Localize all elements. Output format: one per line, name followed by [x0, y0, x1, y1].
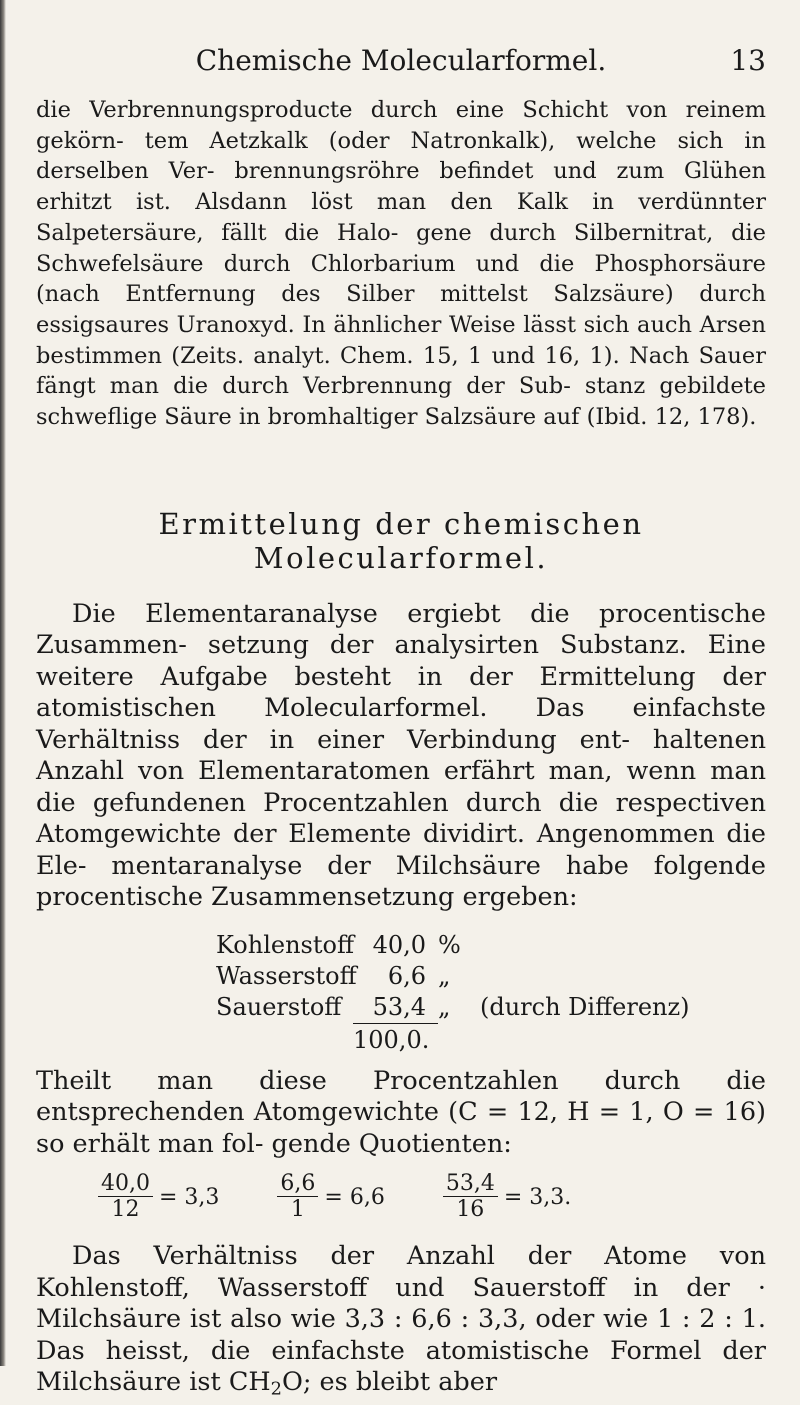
section-paragraph-2: Theilt man diese Procentzahlen durch die entsprechenden Atomgewichte (C = 12, H = 1, O = 16) so erhält man fol- gende Quotienten:: [36, 1065, 766, 1159]
section-paragraph-3: [36, 1241, 766, 1405]
fraction-numerator: 40,0: [98, 1172, 153, 1197]
composition-row: [216, 961, 766, 992]
quotient-carbon: [98, 1172, 219, 1223]
fraction: [443, 1172, 498, 1223]
composition-row: [216, 930, 766, 961]
composition-unit: „: [438, 992, 451, 1021]
fraction-denominator: 16: [456, 1197, 485, 1223]
composition-element: Sauerstoff: [216, 992, 342, 1021]
composition-total: 100,0.: [353, 1023, 438, 1054]
composition-element: Kohlenstoff: [216, 930, 354, 959]
page-number: 13: [730, 44, 766, 77]
composition-unit: %: [438, 930, 461, 959]
running-title: Chemische Molecularformel.: [195, 44, 607, 77]
quotient-result: = 3,3.: [503, 1184, 572, 1210]
paragraph-3-tail: O; es bleibt aber: [281, 1367, 498, 1398]
composition-unit: „: [438, 961, 451, 990]
quotient-result: = 3,3: [158, 1184, 220, 1210]
composition-row: [216, 992, 766, 1023]
formula-subscript: 2: [270, 1378, 282, 1400]
section-heading: Ermittelung der chemischen Molecularformel.: [158, 506, 644, 575]
fraction-denominator: 1: [290, 1197, 305, 1223]
running-head: [36, 44, 766, 84]
quotient-result: = 6,6: [324, 1184, 385, 1210]
fraction: [277, 1172, 318, 1223]
section-paragraph-1: Die Elementaranalyse ergiebt die procentische Zusammen- setzung der analysirten Substanz. Eine weitere Aufgabe besteht in der Ermittelung der atomistischen Molecularformel. Das einfachste Verhältniss der in einer Verbindung ent- haltenen Anzahl von Elementaratomen erfährt man, wenn man die gefundenen Procentzahlen durch die respectiven Atomgewichte der Elemente dividirt. Angenommen die Ele- mentaranalyse der Milchsäure habe folgende procentische Zusammensetzung ergeben:: [36, 598, 766, 913]
page-binding-edge: [0, 0, 6, 1366]
book-page: [36, 44, 766, 1405]
composition-value: 6,6: [387, 961, 426, 990]
composition-value: 53,4: [353, 992, 438, 1024]
fraction-denominator: 12: [111, 1197, 140, 1223]
fraction-numerator: 6,6: [277, 1172, 318, 1197]
composition-table: [216, 930, 766, 1054]
paragraph-3-lead: Das Verhältniss der Anzahl der Atome von Kohlenstoff, Wasserstoff und Sauerstoff in der · Milchsäure ist also wie 3,3 : 6,6 : 3,3, oder wie 1 : 2 : 1. Das heisst, die einfachste atomistische Formel der Milchsäure ist CH: [36, 1241, 766, 1398]
composition-note: (durch Differenz): [480, 992, 690, 1021]
composition-element: Wasserstoff: [216, 961, 357, 990]
quotients-line: [98, 1172, 766, 1223]
composition-value: 40,0: [372, 930, 426, 959]
fraction: [98, 1172, 153, 1223]
intro-paragraph: die Verbrennungsproducte durch eine Schicht von reinem gekörn- tem Aetzkalk (oder Natronkalk), welche sich in derselben Ver- brennungsröhre befindet und zum Glühen erhitzt ist. Alsdann löst man den Kalk in verdünnter Salpetersäure, fällt die Halo- gene durch Silbernitrat, die Schwefelsäure durch Chlorbarium und die Phosphorsäure (nach Entfernung des Silber mittelst Salzsäure) durch essigsaures Uranoxyd. In ähnlicher Weise lässt sich auch Arsen bestimmen (Zeits. analyt. Chem. 15, 1 und 16, 1). Nach Sauer fängt man die durch Verbrennung der Sub- stanz gebildete schweflige Säure in bromhaltiger Salzsäure auf (Ibid. 12, 178).: [36, 97, 766, 431]
quotient-oxygen: [443, 1172, 571, 1223]
quotient-hydrogen: [277, 1172, 384, 1223]
fraction-numerator: 53,4: [443, 1172, 498, 1197]
